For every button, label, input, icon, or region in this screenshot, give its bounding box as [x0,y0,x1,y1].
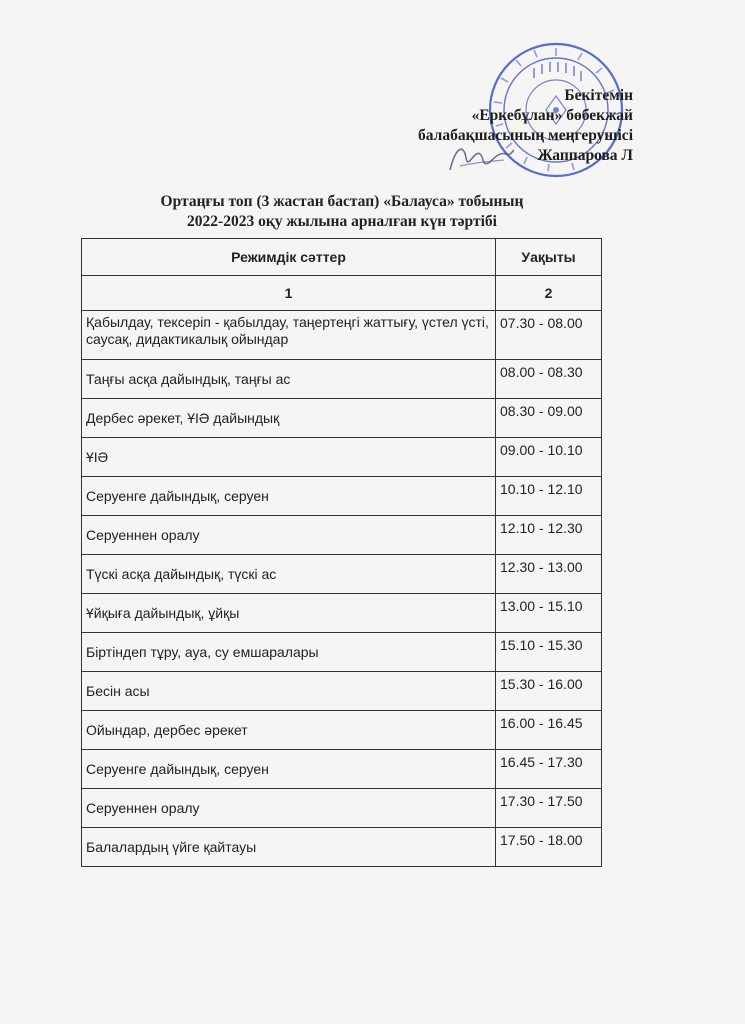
document-title [82,192,602,232]
table-row [82,594,602,633]
approval-block [418,86,633,166]
title-line-2: 2022-2023 оқу жылына арналған күн тәртібі [187,213,497,230]
table-row [82,516,602,555]
activity-cell: Серуенге дайындық, серуен [82,477,496,516]
time-cell: 08.00 - 08.30 [496,360,602,399]
time-cell: 15.30 - 16.00 [496,672,602,711]
approval-name: Жаппарова Л [537,147,633,164]
activity-cell: Ойындар, дербес әрекет [82,711,496,750]
column-number: 2 [496,276,602,311]
header-row [82,239,602,276]
table-row [82,438,602,477]
schedule-table [81,238,602,867]
approval-position: балабақшасының меңгерушісі [418,127,633,144]
time-cell: 17.30 - 17.50 [496,789,602,828]
time-cell: 17.50 - 18.00 [496,828,602,867]
activity-cell: Қабылдау, тексеріп - қабылдау, таңертеңгі жаттығу, үстел үсті, саусақ, дидактикалық ойындар [82,311,496,360]
table-row [82,750,602,789]
activity-cell: Дербес әрекет, ҰІӘ дайындық [82,399,496,438]
activity-cell: ҰІӘ [82,438,496,477]
approval-organization: «Еркебұлан» бөбекжай [471,107,633,124]
table-row [82,360,602,399]
table-row [82,311,602,360]
activity-cell: Бесін асы [82,672,496,711]
column-number-row [82,276,602,311]
approval-heading: Бекітемін [564,87,633,104]
table-row [82,789,602,828]
time-cell: 07.30 - 08.00 [496,311,602,360]
time-cell: 12.30 - 13.00 [496,555,602,594]
table-row [82,672,602,711]
activity-cell: Серуеннен оралу [82,516,496,555]
table-row [82,828,602,867]
activity-cell: Серуеннен оралу [82,789,496,828]
header-activity: Режимдік сәттер [82,239,496,276]
table-row [82,399,602,438]
activity-cell: Серуенге дайындық, серуен [82,750,496,789]
table-row [82,711,602,750]
activity-cell: Балалардың үйге қайтауы [82,828,496,867]
title-line-1: Ортаңғы топ (3 жастан бастап) «Балауса» тобының [160,193,524,210]
activity-cell: Таңғы асқа дайындық, таңғы ас [82,360,496,399]
table-row [82,555,602,594]
time-cell: 16.45 - 17.30 [496,750,602,789]
column-number: 1 [82,276,496,311]
activity-cell: Біртіндеп тұру, ауа, су емшаралары [82,633,496,672]
table-row [82,633,602,672]
time-cell: 09.00 - 10.10 [496,438,602,477]
header-time: Уақыты [496,239,602,276]
table-row [82,477,602,516]
time-cell: 10.10 - 12.10 [496,477,602,516]
time-cell: 13.00 - 15.10 [496,594,602,633]
time-cell: 12.10 - 12.30 [496,516,602,555]
activity-cell: Түскі асқа дайындық, түскі ас [82,555,496,594]
time-cell: 16.00 - 16.45 [496,711,602,750]
time-cell: 15.10 - 15.30 [496,633,602,672]
time-cell: 08.30 - 09.00 [496,399,602,438]
activity-cell: Ұйқыға дайындық, ұйқы [82,594,496,633]
